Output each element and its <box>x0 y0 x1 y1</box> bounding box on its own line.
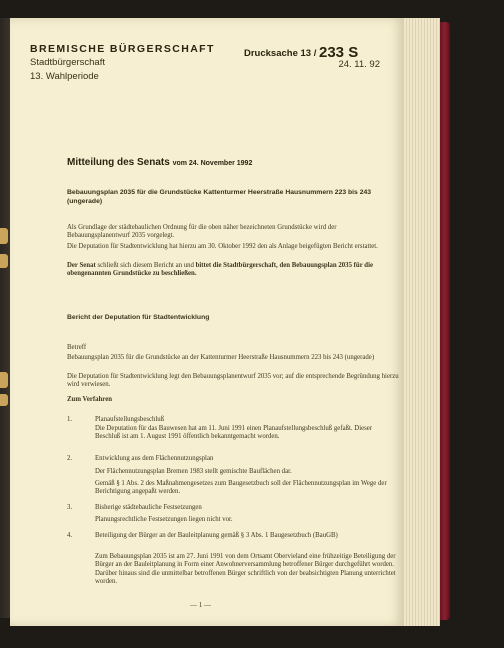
subject-line: Bebauungsplan 2035 für die Grundstücke Kattenturmer Heerstraße Hausnummern 223 bis 243 (ungerade) <box>67 189 372 205</box>
item-number: 4. <box>67 532 73 539</box>
index-tab <box>0 394 8 406</box>
item-paragraph: Zum Bebauungsplan 2035 ist am 27. Juni 1991 von dem Ortsamt Obervieland eine frühzeitige Beteiligung der Bürger an der Bauleitplanung in Form einer Anwohnerversammlung betroffener Bürger durchgeführt worden. Darüber hinaus sind die unmittelbar betroffenen Bürger schriftlich von der beabsichtigten Planung unterrichtet worden. <box>95 553 396 586</box>
intro-paragraph-1: Als Grundlage der städtebaulichen Ordnung für die oben näher bezeichneten Grundstücke wird der Bebauungsplanentwurf 2035 vorgelegt. <box>67 224 337 240</box>
intro-paragraph-2: Die Deputation für Stadtentwicklung hat hierzu am 30. Oktober 1992 den als Anlage beigefügten Bericht erstattet. <box>67 243 378 250</box>
item-title: Planaufstellungsbeschluß <box>95 416 165 423</box>
report-heading: Bericht der Deputation für Stadtentwicklung <box>67 314 210 321</box>
betreff-label: Betreff <box>67 344 87 351</box>
legislative-period: 13. Wahlperiode <box>30 71 99 82</box>
document-title: Mitteilung des Senats vom 24. November 1992 <box>67 157 253 168</box>
item-paragraph: Der Flächennutzungsplan Bremen 1983 stellt gemischte Bauflächen dar. <box>95 468 292 475</box>
item-title: Beteiligung der Bürger an der Bauleitplanung gemäß § 3 Abs. 1 Baugesetzbuch (BauGB) <box>95 532 338 539</box>
page-number: — 1 — <box>190 601 211 609</box>
document-page <box>10 18 404 626</box>
item-paragraph: Planungsrechtliche Festsetzungen liegen nicht vor. <box>95 516 233 523</box>
item-number: 1. <box>67 416 73 423</box>
item-paragraph: Die Deputation für das Bauwesen hat am 11. Juni 1991 einen Planaufstellungsbeschluß gefaßt. Dieser Beschluß ist am 1. August 1991 öffentlich bekanntgemacht worden. <box>95 425 373 441</box>
betreff-text: Bebauungsplan 2035 für die Grundstücke an der Kattenturmer Heerstraße Hausnummern 223 bis 243 (ungerade) <box>67 354 375 361</box>
page-edges <box>404 18 440 626</box>
book-spine <box>440 22 450 620</box>
item-title: Bisherige städtebauliche Festsetzungen <box>95 504 202 511</box>
chamber-label: Stadtbürgerschaft <box>30 57 105 68</box>
index-tab <box>0 254 8 268</box>
intro-paragraph-3: Der Senat schließt sich diesem Bericht an und bittet die Stadtbürgerschaft, den Bebauungsplan 2035 für die obengenannten Grundstücke zu beschließen. <box>67 262 373 278</box>
drucksache-number: Drucksache 13 / 233 S <box>244 44 359 61</box>
index-tab <box>0 228 8 244</box>
item-title: Entwicklung aus dem Flächennutzungsplan <box>95 455 214 462</box>
item-number: 2. <box>67 455 73 462</box>
deputation-paragraph: Die Deputation für Stadtentwicklung legt den Bebauungsplanentwurf 2035 vor; auf die entsprechende Begründung hierzu wird verwiesen. <box>67 373 399 389</box>
item-number: 3. <box>67 504 73 511</box>
item-paragraph: Gemäß § 1 Abs. 2 des Maßnahmengesetzes zum Baugesetzbuch soll der Flächennutzungsplan im Wege der Berichtigung angepaßt werden. <box>95 480 387 496</box>
book-binding <box>0 18 10 618</box>
index-tab <box>0 372 8 388</box>
verfahren-heading: Zum Verfahren <box>67 396 113 403</box>
document-date: 24. 11. 92 <box>338 59 380 70</box>
parliament-name: BREMISCHE BÜRGERSCHAFT <box>30 43 215 55</box>
